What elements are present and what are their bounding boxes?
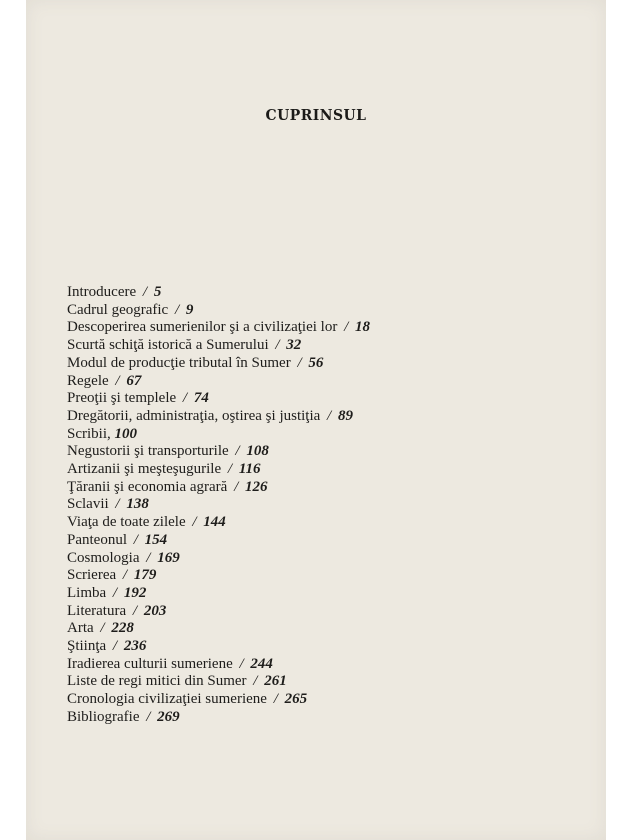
toc-entry-title: Liste de regi mitici din Sumer bbox=[67, 673, 247, 690]
toc-entry bbox=[67, 373, 370, 391]
toc-page-number: 203 bbox=[143, 602, 167, 619]
toc-entry bbox=[67, 514, 370, 532]
toc-separator: / bbox=[115, 496, 120, 513]
toc-entry-title: Regele bbox=[67, 372, 109, 389]
toc-page-number: 138 bbox=[126, 496, 149, 513]
toc-page-number: 269 bbox=[157, 708, 180, 725]
toc-entry bbox=[67, 496, 370, 514]
toc-separator: / bbox=[182, 390, 188, 407]
toc-separator: / bbox=[146, 708, 151, 725]
toc-entry bbox=[67, 620, 370, 638]
toc-entry-title: Artizanii şi meşteşugurile bbox=[67, 461, 222, 478]
toc-separator: / bbox=[344, 319, 349, 336]
toc-entry-title: Viaţa de toate zilele bbox=[67, 514, 186, 531]
toc-entry-title: Iradierea culturii sumeriene bbox=[67, 655, 233, 672]
toc-entry bbox=[67, 408, 370, 426]
table-of-contents bbox=[67, 284, 370, 727]
toc-entry bbox=[67, 673, 370, 691]
toc-separator: / bbox=[100, 620, 105, 637]
toc-entry bbox=[67, 390, 370, 408]
toc-entry-title: Introducere bbox=[67, 284, 137, 300]
toc-entry bbox=[67, 319, 370, 337]
toc-separator: / bbox=[273, 691, 278, 708]
toc-entry bbox=[67, 426, 370, 444]
toc-separator: / bbox=[115, 372, 120, 389]
toc-page-number: 179 bbox=[133, 567, 157, 584]
toc-entry-title: Cosmologia bbox=[67, 549, 140, 566]
toc-page-number: 265 bbox=[284, 691, 308, 708]
toc-entry bbox=[67, 302, 370, 320]
toc-page-number: 5 bbox=[153, 284, 162, 300]
toc-entry-title: Scribii, bbox=[67, 425, 111, 442]
toc-page-number: 236 bbox=[123, 638, 147, 655]
toc-separator: / bbox=[133, 531, 138, 548]
toc-separator: / bbox=[146, 549, 151, 566]
toc-entry bbox=[67, 656, 370, 674]
toc-page-number: 192 bbox=[123, 584, 147, 601]
toc-entry-title: Literatura bbox=[67, 602, 127, 619]
toc-entry-title: Preoţii şi templele bbox=[67, 390, 177, 407]
toc-entry-title: Cadrul geografic bbox=[67, 301, 169, 318]
toc-separator: / bbox=[112, 584, 118, 601]
toc-entry-title: Arta bbox=[67, 620, 94, 637]
toc-page-number: 244 bbox=[250, 655, 273, 672]
toc-page-number: 108 bbox=[246, 443, 269, 460]
toc-entry-title: Ţăranii şi economia agrară bbox=[67, 478, 228, 495]
toc-page-number: 126 bbox=[245, 478, 268, 495]
toc-entry bbox=[67, 567, 370, 585]
toc-entry bbox=[67, 709, 370, 727]
toc-separator: / bbox=[112, 638, 118, 655]
toc-entry bbox=[67, 461, 370, 479]
toc-separator: / bbox=[297, 354, 302, 371]
toc-entry bbox=[67, 479, 370, 497]
toc-separator: / bbox=[327, 407, 332, 424]
toc-page-number: 116 bbox=[238, 461, 261, 478]
toc-entry-title: Sclavii bbox=[67, 496, 109, 513]
toc-page-number: 18 bbox=[354, 319, 370, 336]
toc-page-number: 9 bbox=[185, 301, 194, 318]
toc-page-number: 228 bbox=[111, 620, 134, 637]
toc-entry bbox=[67, 638, 370, 656]
toc-entry-title: Limba bbox=[67, 584, 107, 601]
toc-page-number: 89 bbox=[337, 407, 353, 424]
page-title: CUPRINSUL bbox=[265, 106, 367, 124]
toc-page-number: 169 bbox=[157, 549, 180, 566]
toc-entry bbox=[67, 284, 370, 302]
toc-separator: / bbox=[234, 478, 239, 495]
toc-entry bbox=[67, 532, 370, 550]
toc-entry bbox=[67, 443, 370, 461]
toc-page-number: 261 bbox=[264, 673, 287, 690]
toc-separator: / bbox=[142, 284, 148, 300]
toc-entry bbox=[67, 355, 370, 373]
book-page bbox=[26, 0, 606, 840]
toc-separator: / bbox=[132, 602, 138, 619]
toc-entry-title: Cronologia civilizaţiei sumeriene bbox=[67, 691, 267, 708]
toc-page-number: 74 bbox=[193, 390, 209, 407]
toc-entry bbox=[67, 603, 370, 621]
toc-entry-title: Dregătorii, administraţia, oştirea şi justiţia bbox=[67, 407, 321, 424]
toc-separator: / bbox=[253, 673, 258, 690]
toc-page-number: 32 bbox=[286, 337, 302, 354]
toc-separator: / bbox=[275, 337, 280, 354]
toc-entry bbox=[67, 337, 370, 355]
toc-page-number: 100 bbox=[114, 425, 137, 442]
toc-entry-title: Descoperirea sumerienilor şi a civilizaţiei lor bbox=[67, 319, 338, 336]
toc-entry bbox=[67, 550, 370, 568]
toc-entry bbox=[67, 691, 370, 709]
toc-page-number: 56 bbox=[308, 354, 324, 371]
toc-separator: / bbox=[192, 514, 197, 531]
toc-entry-title: Ştiinţa bbox=[67, 638, 107, 655]
toc-separator: / bbox=[227, 461, 233, 478]
toc-entry-title: Negustorii şi transporturile bbox=[67, 443, 229, 460]
toc-entry-title: Scrierea bbox=[67, 567, 117, 584]
toc-entry bbox=[67, 585, 370, 603]
toc-entry-title: Scurtă schiţă istorică a Sumerului bbox=[67, 337, 269, 354]
toc-entry-title: Modul de producţie tributal în Sumer bbox=[67, 354, 291, 371]
toc-separator: / bbox=[174, 301, 180, 318]
toc-page-number: 144 bbox=[203, 514, 226, 531]
toc-page-number: 67 bbox=[126, 372, 142, 389]
toc-separator: / bbox=[122, 567, 128, 584]
toc-entry-title: Bibliografie bbox=[67, 708, 140, 725]
toc-separator: / bbox=[235, 443, 240, 460]
toc-separator: / bbox=[239, 655, 244, 672]
toc-entry-title: Panteonul bbox=[67, 531, 127, 548]
toc-page-number: 154 bbox=[144, 531, 168, 548]
